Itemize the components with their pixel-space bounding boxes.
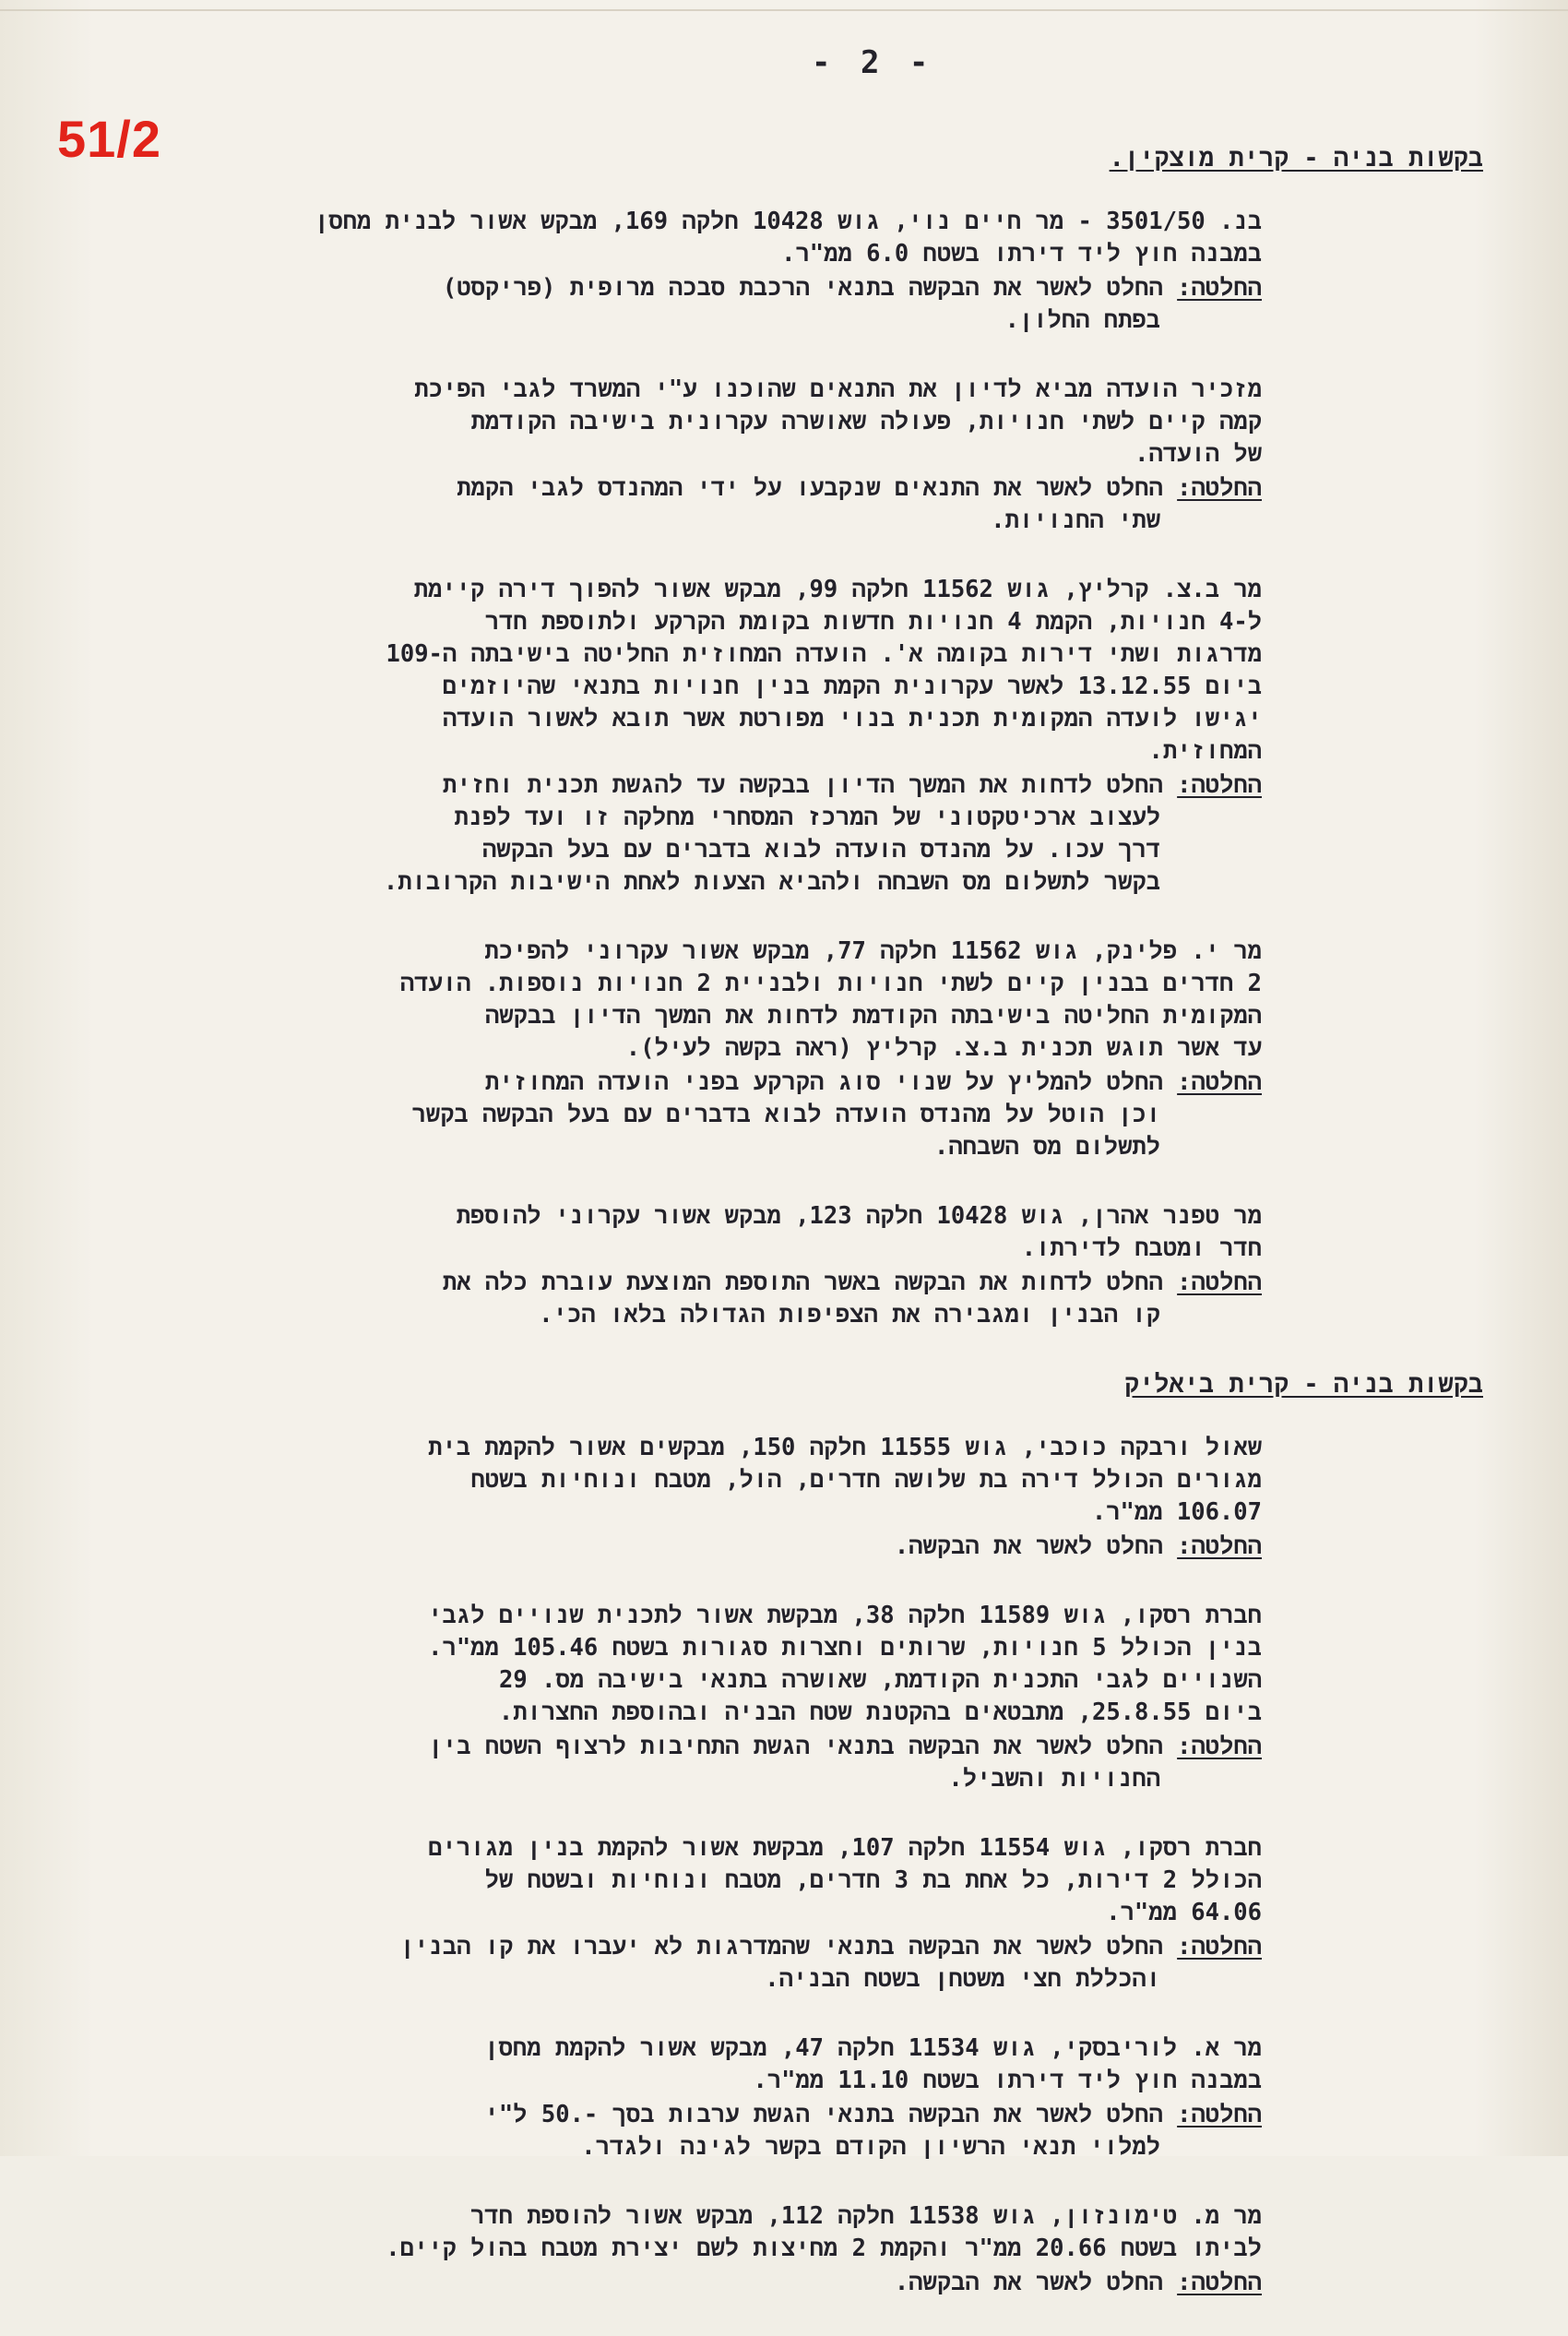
entry-line: בנין הכולל 5 חנויות, שרותים וחצרות סגורות בשטח 105.46 ממ"ר.: [428, 1634, 1262, 1662]
section-heading-text: בקשות בניה - קרית מוצקין.: [1109, 144, 1483, 173]
decision-line: החלטה: החלט לאשר את הבקשה בתנאי הגשת התחיבות לרצוף השטח בין: [428, 1733, 1262, 1760]
decision-label: החלטה:: [1177, 1068, 1262, 1096]
decision-label: החלטה:: [1177, 771, 1262, 799]
entry-line: במבנה חוץ ליד דירתו בשטח 6.0 ממ"ר.: [781, 240, 1262, 268]
entry-body: [92, 206, 1262, 337]
section-heading: [92, 142, 1494, 174]
entry-body: [92, 936, 1262, 1163]
file-number-column: [1262, 206, 1494, 337]
entry-line: השנויים לגבי התכנית הקודמת, שאושרה בתנאי בישיבה מס. 29: [499, 1666, 1262, 1694]
file-number-column: [1262, 2032, 1494, 2163]
decision-line: החנויות והשביל.: [948, 1765, 1160, 1793]
entry-line: מדרגות ושתי דירות בקומה א'. הועדה המחוזית החליטה בישיבתה ה-109: [386, 640, 1262, 668]
entry-line: מר י. פלינק, גוש 11562 חלקה 77, מבקש אשור עקרוני להפיכת: [484, 937, 1262, 965]
archive-number: 51/2: [57, 110, 161, 168]
application-entry: [92, 2032, 1494, 2163]
entry-line: מר ב.צ. קרליץ, גוש 11562 חלקה 99, מבקש אשור להפוך דירה קיימת: [413, 576, 1262, 603]
entry-line: לביתו בשטח 20.66 ממ"ר והקמת 2 מחיצות לשם יצירת מטבח בהול קיים.: [386, 2235, 1262, 2262]
decision-block: [92, 769, 1262, 899]
entry-line: מר מ. טימונזון, גוש 11538 חלקה 112, מבקש אשור להוספת חדר: [469, 2202, 1262, 2230]
decision-line: והכללת חצי משטחן בשטח הבניה.: [765, 1965, 1160, 1993]
entry-line: חברת רסקו, גוש 11589 חלקה 38, מבקשת אשור לתכנית שנויים לגבי: [428, 1602, 1262, 1629]
entry-body: [92, 1432, 1262, 1563]
section-heading-text: בקשות בניה - קרית ביאליק: [1123, 1370, 1483, 1399]
entry-line: המחוזית.: [1148, 737, 1262, 765]
entry-line: 64.06 ממ"ר.: [1106, 1899, 1262, 1926]
entry-body: [92, 1600, 1262, 1795]
application-entry: [92, 936, 1494, 1163]
section-heading: [92, 1368, 1494, 1400]
decision-line: החלטה: החלט לאשר את הבקשה בתנאי שהמדרגות לא יעברו את קו הבנין: [399, 1933, 1262, 1961]
entry-line: ל-4 חנויות, הקמת 4 חנויות חדשות בקומת הקרקע ולתוספת חדר: [484, 608, 1262, 636]
decision-label: החלטה:: [1177, 1933, 1262, 1961]
page-edge: [0, 0, 1568, 11]
decision-block: [92, 2267, 1262, 2299]
file-number-column: [1262, 1200, 1494, 1331]
entry-line: המקומית החליטה בישיבתה הקודמת לדחות את המשך הדיון בבקשה: [484, 1002, 1262, 1030]
entry-line: מר טפנר אהרן, גוש 10428 חלקה 123, מבקש אשור עקרוני להוספת: [456, 1202, 1262, 1230]
entry-line: בנ. 3501/50 - מר חיים נוי, גוש 10428 חלקה 169, מבקש אשור לבנית מחסן: [315, 208, 1262, 235]
decision-line: למלוי תנאי הרשיון הקודם בקשר לגינה ולגדר.: [581, 2133, 1160, 2161]
entry-line: במבנה חוץ ליד דירתו בשטח 11.10 ממ"ר.: [753, 2067, 1262, 2094]
decision-label: החלטה:: [1177, 1269, 1262, 1296]
file-number-column: [1262, 374, 1494, 537]
entry-body: [92, 374, 1262, 537]
decision-line: וכן הוטל על מהנדס הועדה לבוא בדברים עם בעל הבקשה בקשר: [411, 1101, 1160, 1128]
decision-line: החלטה: החלט לדחות את הבקשה באשר התוספת המוצעת עוברת כלה את: [442, 1269, 1262, 1296]
decision-line: החלטה: החלט לאשר את הבקשה.: [894, 1532, 1262, 1560]
entry-line: 106.07 ממ"ר.: [1091, 1498, 1262, 1526]
entry-body: [92, 2032, 1262, 2163]
decision-label: החלטה:: [1177, 2101, 1262, 2128]
application-entry: [92, 374, 1494, 537]
decision-line: החלטה: החלט לדחות את המשך הדיון בבקשה עד להגשת תכנית וחזית: [442, 771, 1262, 799]
application-entry: [92, 1200, 1494, 1331]
entry-body: [92, 2200, 1262, 2299]
decision-line: קו הבנין ומגבירה את הצפיפות הגדולה בלאו הכי.: [539, 1301, 1160, 1329]
decision-line: דרך עכו. על מהנדס הועדה לבוא בדברים עם בעל הבקשה: [481, 836, 1160, 864]
decision-label: החלטה:: [1177, 1532, 1262, 1560]
decision-block: [92, 1731, 1262, 1795]
decision-line: החלטה: החלט לאשר את התנאים שנקבעו על ידי המהנדס לגבי הקמת: [457, 474, 1262, 502]
application-entry: [92, 1600, 1494, 1795]
application-entry: [92, 574, 1494, 899]
file-number-column: [1262, 574, 1494, 899]
decision-block: [92, 1067, 1262, 1163]
page-number: - 2 -: [812, 44, 934, 81]
entry-body: [92, 1832, 1262, 1996]
entry-line: חדר ומטבח לדירתו.: [1021, 1234, 1262, 1262]
decision-block: [92, 272, 1262, 337]
decision-line: החלטה: החלט לאשר את הבקשה.: [894, 2269, 1262, 2296]
decision-line: החלטה: החלט לאשר את הבקשה בתנאי הגשת ערבות בסך -.50 ל"י: [484, 2101, 1262, 2128]
file-number-column: [1262, 936, 1494, 1163]
application-entry: [92, 206, 1494, 337]
entry-line: יגישו לועדה המקומית תכנית בנוי מפורטת אשר תובא לאשור הועדה: [443, 705, 1262, 733]
file-number-column: [1262, 2200, 1494, 2299]
entry-line: הכולל 2 דירות, כל אחת בת 3 חדרים, מטבח ונוחיות ובשטח של: [484, 1866, 1262, 1894]
entry-line: קמה קיים לשתי חנויות, פעולה שאושרה עקרונית בישיבה הקודמת: [470, 408, 1262, 435]
entry-line: של הועדה.: [1134, 440, 1262, 468]
entry-line: עד אשר תוגש תכנית ב.צ. קרליץ (ראה בקשה לעיל).: [625, 1034, 1262, 1062]
decision-line: שתי החנויות.: [991, 507, 1160, 534]
document-content: [92, 138, 1494, 2336]
decision-label: החלטה:: [1177, 1733, 1262, 1760]
decision-line: לעצוב ארכיטקטוני של המרכז המסחרי מחלקה זו ועד לפנת: [454, 804, 1160, 831]
decision-block: [92, 1931, 1262, 1996]
entry-line: 2 חדרים בבנין קיים לשתי חנויות ולבניית 2 חנויות נוספות. הועדה: [399, 970, 1262, 997]
decision-line: בפתח החלון.: [1004, 306, 1160, 334]
entry-line: חברת רסקו, גוש 11554 חלקה 107, מבקשת אשור להקמת בנין מגורים: [428, 1834, 1262, 1862]
decision-block: [92, 1531, 1262, 1563]
file-number-column: [1262, 1832, 1494, 1996]
decision-label: החלטה:: [1177, 2269, 1262, 2296]
decision-label: החלטה:: [1177, 274, 1262, 302]
decision-line: בקשר לתשלום מס השבחה ולהביא הצעות לאחת הישיבות הקרובות.: [383, 868, 1160, 896]
entry-body: [92, 574, 1262, 899]
entry-line: מגורים הכולל דירה בת שלושה חדרים, הול, מטבח ונוחיות בשטח: [470, 1466, 1262, 1494]
application-entry: [92, 1432, 1494, 1563]
decision-block: [92, 1267, 1262, 1331]
entry-line: מזכיר הועדה מביא לדיון את התנאים שהוכנו ע"י המשרד לגבי הפיכת: [414, 375, 1262, 403]
application-entry: [92, 2200, 1494, 2299]
entry-line: מר א. לוריבסקי, גוש 11534 חלקה 47, מבקש אשור להקמת מחסן: [484, 2034, 1262, 2062]
decision-block: [92, 2099, 1262, 2163]
decision-label: החלטה:: [1177, 474, 1262, 502]
decision-line: לתשלום מס השבחה.: [934, 1133, 1160, 1161]
decision-line: החלטה: החלט להמליץ על שנוי סוג הקרקע בפני הועדה המחוזית: [484, 1068, 1262, 1096]
file-number-column: [1262, 1600, 1494, 1795]
entry-body: [92, 1200, 1262, 1331]
decision-block: [92, 472, 1262, 537]
entry-line: שאול ורבקה כוכבי, גוש 11555 חלקה 150, מבקשים אשור להקמת בית: [428, 1434, 1262, 1461]
decision-line: החלטה: החלט לאשר את הבקשה בתנאי הרכבת סבכה מרופית (פריקסט): [442, 274, 1262, 302]
entry-line: ביום 13.12.55 לאשר עקרונית הקמת בנין חנויות בתנאי שהיוזמים: [442, 673, 1262, 700]
application-entry: [92, 1832, 1494, 1996]
file-number-column: [1262, 1432, 1494, 1563]
entry-line: ביום 25.8.55, מתבטאים בהקטנת שטח הבניה ובהוספת החצרות.: [498, 1698, 1262, 1726]
